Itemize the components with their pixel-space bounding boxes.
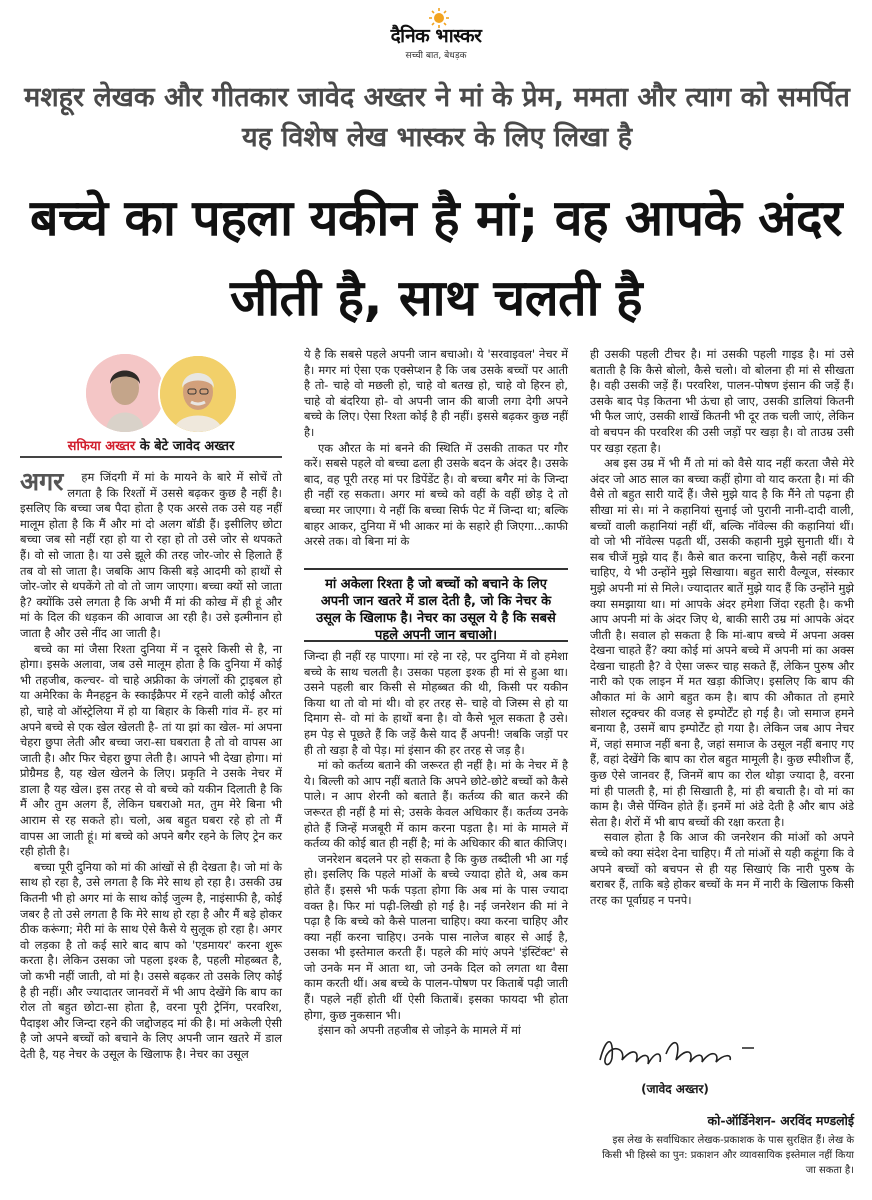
headline: बच्चे का पहला यकीन है मां; वह आपके अंदर जीती है, साथ चलती है [29,189,842,327]
article-paragraph: सवाल होता है कि आज की जनरेशन की मांओं को अपने बच्चे को क्या संदेश देना चाहिए। मैं तो मांओं से यही कहूंगा कि वे अपने बच्चों को बचपन से ही यह सिखाएं कि नारी पुरुष के बराबर हैं, ताकि बड़े होकर बच्चों के मन में नारी के खिलाफ किसी तरह का पूर्वाग्रह न पनपे। [590,830,854,907]
article-paragraph: इंसान को अपनी तहजीब से जोड़ने के मामले में मां [318,1023,521,1038]
photo-caption [20,436,282,454]
masthead-tagline: सच्ची बात, बेधड़क [405,51,467,61]
caption-divider [20,456,282,458]
dropcap: अगर [20,467,64,496]
article-paragraph: बच्चा पूरी दुनिया को मां की आंखों से ही देखता है। जो मां के साथ हो रहा है, उसे लगता है कि मेरे साथ हो रहा है। उसकी उम्र कितनी भी हो अगर मां के साथ कोई जुल्म है, नाइंसाफी है, कोई जबर है तो उसे लगता है कि मेरे साथ हो रहा है और मैं बड़े होकर ठीक करूंगा; मेरी मां के साथ ऐसे कैसे ये सुलूक हो रहा है। अगर वो लड़का है तो कई सारे बाद बाप को 'एडमायर' करना शुरू करता है। लेकिन उसका जो पहला इश्क है, पहली मोहब्बत है, जो कभी नहीं जाती, वो मां है। उससे बढ़कर तो उसके लिए कोई है ही नहीं। और ज्यादातर जानवरों में भी आप देखेंगे कि बाप का रोल तो बहुत छोटा-सा होता है, वरना पूरी ट्रेनिंग, परवरिश, पैदाइश और जिन्दा रहने की जद्दोजहद मां की है। मां अकेली ऐसी है जो अपने बच्चों को बचाने के लिए अपनी जान खतरे में डाल देती है, यह नेचर के उसूल के खिलाफ है। नेचर का उसूल [20,859,282,1061]
caption-rest: के बेटे जावेद अख्तर [135,439,235,454]
caption-mother-name: सफिया अख्तर [67,439,136,454]
handwritten-signature [592,1030,762,1074]
article-paragraph: जनरेशन बदलने पर हो सकता है कि कुछ तब्दीली भी आ गई हो। इसलिए कि पहले मांओं के बच्चे ज्यादा होते थे, अब कम होते हैं। इससे भी फर्क पड़ता होगा कि अब मां के पास ज्यादा वक्त है। फिर मां पढ़ी-लिखी हो गई है। नई जनरेशन की मां ने पढ़ा है कि बच्चे को कैसे पालना चाहिए। क्या करना चाहिए और क्या नहीं करना चाहिए। उनके पास नालेज बाहर से आई है, उसका भी इस्तेमाल करती हैं। पहले की मांएं अपने 'इंस्टिंक्ट' से जो उनके मन में आता था, जो उनके दिल को लगता था वैसा काम करती थीं। अब बच्चे के पालन-पोषण पर किताबें पढ़ी जाती हैं। पहले नहीं होती थीं ऐसी किताबें। इसका फायदा भी होता होगा, कुछ नुकसान भी। [304,851,568,1022]
article-paragraph: एक औरत के मां बनने की स्थिति में उसकी ताकत पर गौर करें। सबसे पहले वो बच्चा ढला ही उसके बदन के अंदर है। उसके बाद, वह पूरी तरह मां पर डिपेंडेंट है। वो बच्चा बगैर मां के जिन्दा ही नहीं रह सकता। अगर मां बच्चे को वहीं के वहीं छोड़ दे तो बच्चा मर जाएगा। ये नहीं कि बच्चा सिर्फ पेट में जिन्दा था; बल्कि बाहर आकर, दुनिया में भी आकर मां के सहारे ही जिएगा...काफी अरसे तक। वो बिना मां के [304,440,568,549]
copyright-notice: इस लेख के सर्वाधिकार लेखक-प्रकाशक के पास सुरक्षित हैं। लेख के किसी भी हिस्से का पुन: प्रकाशन और व्यावसायिक इस्तेमाल नहीं किया जा सकता है। [602,1135,854,1176]
kicker-text: मशहूर लेखक और गीतकार जावेद अख्तर ने मां के प्रेम, ममता और त्याग को समर्पित यह विशेष लेख भास्कर के लिए लिखा है [24,82,850,153]
article-paragraph: बच्चे का मां जैसा रिश्ता दुनिया में न दूसरे किसी से है, ना होगा। इसके अलावा, जब उसे मालूम होता है कि दुनिया में कोई भी तहजीब, कल्चर- वो चाहे अफ्रीका के जंगलों की ट्राइबल हो या अमेरिका के मैनहट्टन के स्काईक्रैपर में रहने वाली कोई औरत हो, चाहे वो ऑस्ट्रेलिया में हो या बिहार के किसी गांव में- हर मां अपने बच्चे से एक खेल खेलती है- तां या झां का खेल- मां अपना चेहरा छुपा लेती और बच्चा जरा-सा घबराता है तो वो वापस आ जाती है। और फिर चेहरा छुपा लेती है। आपने भी देखा होगा। मां प्रोग्रैमड है, यह खेल खेलने के लिए। प्रकृति ने उसके नेचर में डाला है यह खेल। इस तरह से वो बच्चे को यकीन दिलाती है कि मैं और तुम अलग हैं, लेकिन घबराओ मत, तुम मेरे बिना भी आराम से रह सकते हो। चलो, अब बहुत घबरा रहे हो तो मैं वापस आ जाती हूं। मां बच्चे को अपने बगैर रहने के लिए ट्रेन कर रही होती है। [20,641,282,859]
pull-quote-text: मां अकेला रिश्ता है जो बच्चों को बचाने के लिए अपनी जान खतरे में डाल देती है, जो कि नेचर के उसूल के खिलाफ है। नेचर का उसूल ये है कि सबसे पहले अपनी जान बचाओ। [316,577,556,643]
mother-photo [84,352,166,434]
article-paragraph: ये है कि सबसे पहले अपनी जान बचाओ। ये 'सरवाइवल' नेचर में है। मगर मां ऐसा एक एक्सेप्शन है कि जब उसके बच्चों पर आती है तो- चाहे वो मछली हो, चाहे वो बतख हो, चाहे वो हिरन हो, चाहे वो बंदरिया हो- वो अपनी जान की बाजी लगा देगी अपने बच्चे के लिए। ऐसा रिश्ता कोई है ही नहीं। इससे बढ़कर कुछ नहीं है। [304,347,568,439]
coordination-credit: को-ऑर्डिनेशन- अरविंद मण्डलोई [707,1113,854,1128]
masthead-name: दैनिक भास्कर [390,25,482,47]
author-photos [84,350,256,430]
article-column-2-top [304,347,568,550]
article-paragraph: अब इस उम्र में भी मैं तो मां को वैसे याद नहीं करता जैसे मेरे अंदर जो आठ साल का बच्चा कहीं होगा वो याद करता है। मां की वैसे तो बहुत सारी यादें हैं। जैसे मुझे याद है कि मैंने तो पढ़ना ही सीखा मां से। मां ने कहानियां सुनाई जो पुरानी नानी-दादी वाली, बच्चों वाली कहानियां नहीं थीं, बल्कि नॉवेल्स की कहानियां थीं। वो जो भी नॉवेल्स पढ़ती थीं, उसकी कहानी मुझे सुनाती थीं। ये सब चीजें मुझे याद हैं। कैसे बात करना चाहिए, कैसे नहीं करना चाहिए, ये भी उन्होंने मुझे सिखाया। बहुत सारी वैल्यूज, संस्कार मुझे अपनी मां से मिले। ज्यादातर बातें मुझे याद हैं कि उन्होंने मुझे क्या समझाया था। मां आपके अंदर हमेशा जिंदा रहती है। कभी आप अपनी मां के अंदर जिए थे, बाकी सारी उम्र मां आपके अंदर जीती है। सवाल हो सकता है कि मां-बाप बच्चे में अपना अक्स देखना चाहते हैं? क्या कोई मां अपने बच्चे में अपनी मां का अक्स देखना चाहती है? वे ऐसा जरूर चाह सकते हैं, लेकिन पुरुष और नारी को एक लाइन में मत खड़ा कीजिए। इसलिए कि बाप की औकात मां के आगे बहुत कम है। बाप की औकात तो हमारे सोशल स्ट्रक्चर की वजह से इम्पोर्टेंट हो गई है। जो समाज हमने बनाया है, उसमें बाप इम्पोर्टेंट हो गया है। लेकिन जब आप नेचर में, जहां समाज नहीं बना है, जहां समाज के उसूल नहीं बनाए गए हैं, वहां देखेंगे कि बाप का रोल बहुत मामूली है। कुछ स्पीशीज हैं, कुछ ऐसे जानवर हैं, जिनमें बाप का रोल थोड़ा ज्यादा है, वरना मां ही पालती है, मां ही सिखाती है, मां ही बचाती है। वो मां का काम है। जैसे पेंग्विन होते हैं। इनमें मां अंडे देती है और बाप अंडे सेता है। शेरों में भी बाप बच्चों की रक्षा करता है। [590,456,854,829]
article-paragraph: ही उसकी पहली टीचर है। मां उसकी पहली गाइड है। मां उसे बताती है कि कैसे बोलो, कैसे चलो। वो बोलना ही मां से सीखता है। वही उसकी जड़ें हैं। परवरिश, पालन-पोषण इंसान की जड़ें हैं। उसके बाद पेड़ कितना भी ऊंचा हो जाए, उसकी डालियां कितनी भी फैल जाएं, उसकी शाखें कितनी भी दूर तक चली जाएं, लेकिन वो बचपन की परवरिश की उसी जड़ों पर खड़ा है। वो ताउम्र उसी पर खड़ा रहता है। [590,347,854,455]
masthead-logo [363,6,509,66]
paragraph-text: हम जिंदगी में मां के मायने के बारे में सोचें तो लगता है कि रिश्तों में उससे बढ़कर कुछ है नहीं है। इसलिए कि बच्चा जब पैदा होता है एक अरसे तक उसे यह नहीं मालूम होता है कि मैं और मां दो अलग बॉडी हैं। इसीलिए छोटा बच्चा जब सो नहीं रहा हो या रो रहा हो तो उसे जोर से थपकते हैं। वो सो जाता है। या उसे झूले की तरह जोर-जोर से हिलाते हैं तब वो सो जाता है। जबकि आप किसी बड़े आदमी को हाथों से जोर-जोर से थपकेंगे तो वो तो जाग जाएगा। बच्चा क्यों सो जाता है? क्योंकि उसे लगता है कि अभी मैं मां की कोख में ही हूं और मां के दिल की धड़कन की आवाज आ रही है। उसे इत्मीनान हो जाता है और उसे नींद आ जाती है। [20,470,282,640]
article-paragraph [20,467,282,642]
pull-quote [304,568,568,642]
son-photo [158,354,238,434]
article-column-1 [20,467,282,1063]
signature-name: (जावेद अख्तर) [641,1082,709,1096]
article-column-3 [590,347,854,908]
article-column-2-bottom [304,649,568,1039]
article-paragraph: मां को कर्तव्य बताने की जरूरत ही नहीं है। मां के नेचर में है ये। बिल्ली को आप नहीं बताते कि अपने छोटे-छोटे बच्चों को कैसे पाले। न आप शेरनी को बताते हैं। कर्तव्य की बात करने की जरूरत ही नहीं है मां से; उसके केवल अधिकार हैं। कर्तव्य उनके होते हैं जिन्हें मजबूरी में काम करना पड़ता है। मां के मामले में कर्तव्य की कोई बात ही नहीं है; मां के अधिकार की बात कीजिए। [304,758,568,851]
article-paragraph: जिन्दा ही नहीं रह पाएगा। मां रहे ना रहे, पर दुनिया में वो हमेशा बच्चे के साथ चलती है। उसका पहला इश्क ही मां से हुआ था। उसने पहली बार किसी से मोहब्बत की थी, किसी पर यकीन किया था तो वो मां थी। वो हर तरह से- चाहे वो जिस्म से हो या दिमाग से- वो मां के हाथों बना है। वो कैसे भूल सकता है उसे। हम पेड़ से पूछते हैं कि जड़ें कैसे याद हैं अपनी! जबकि जड़ों पर ही तो खड़ा है वो पेड़। मां इंसान की हर तरह से जड़ है। [304,649,568,757]
